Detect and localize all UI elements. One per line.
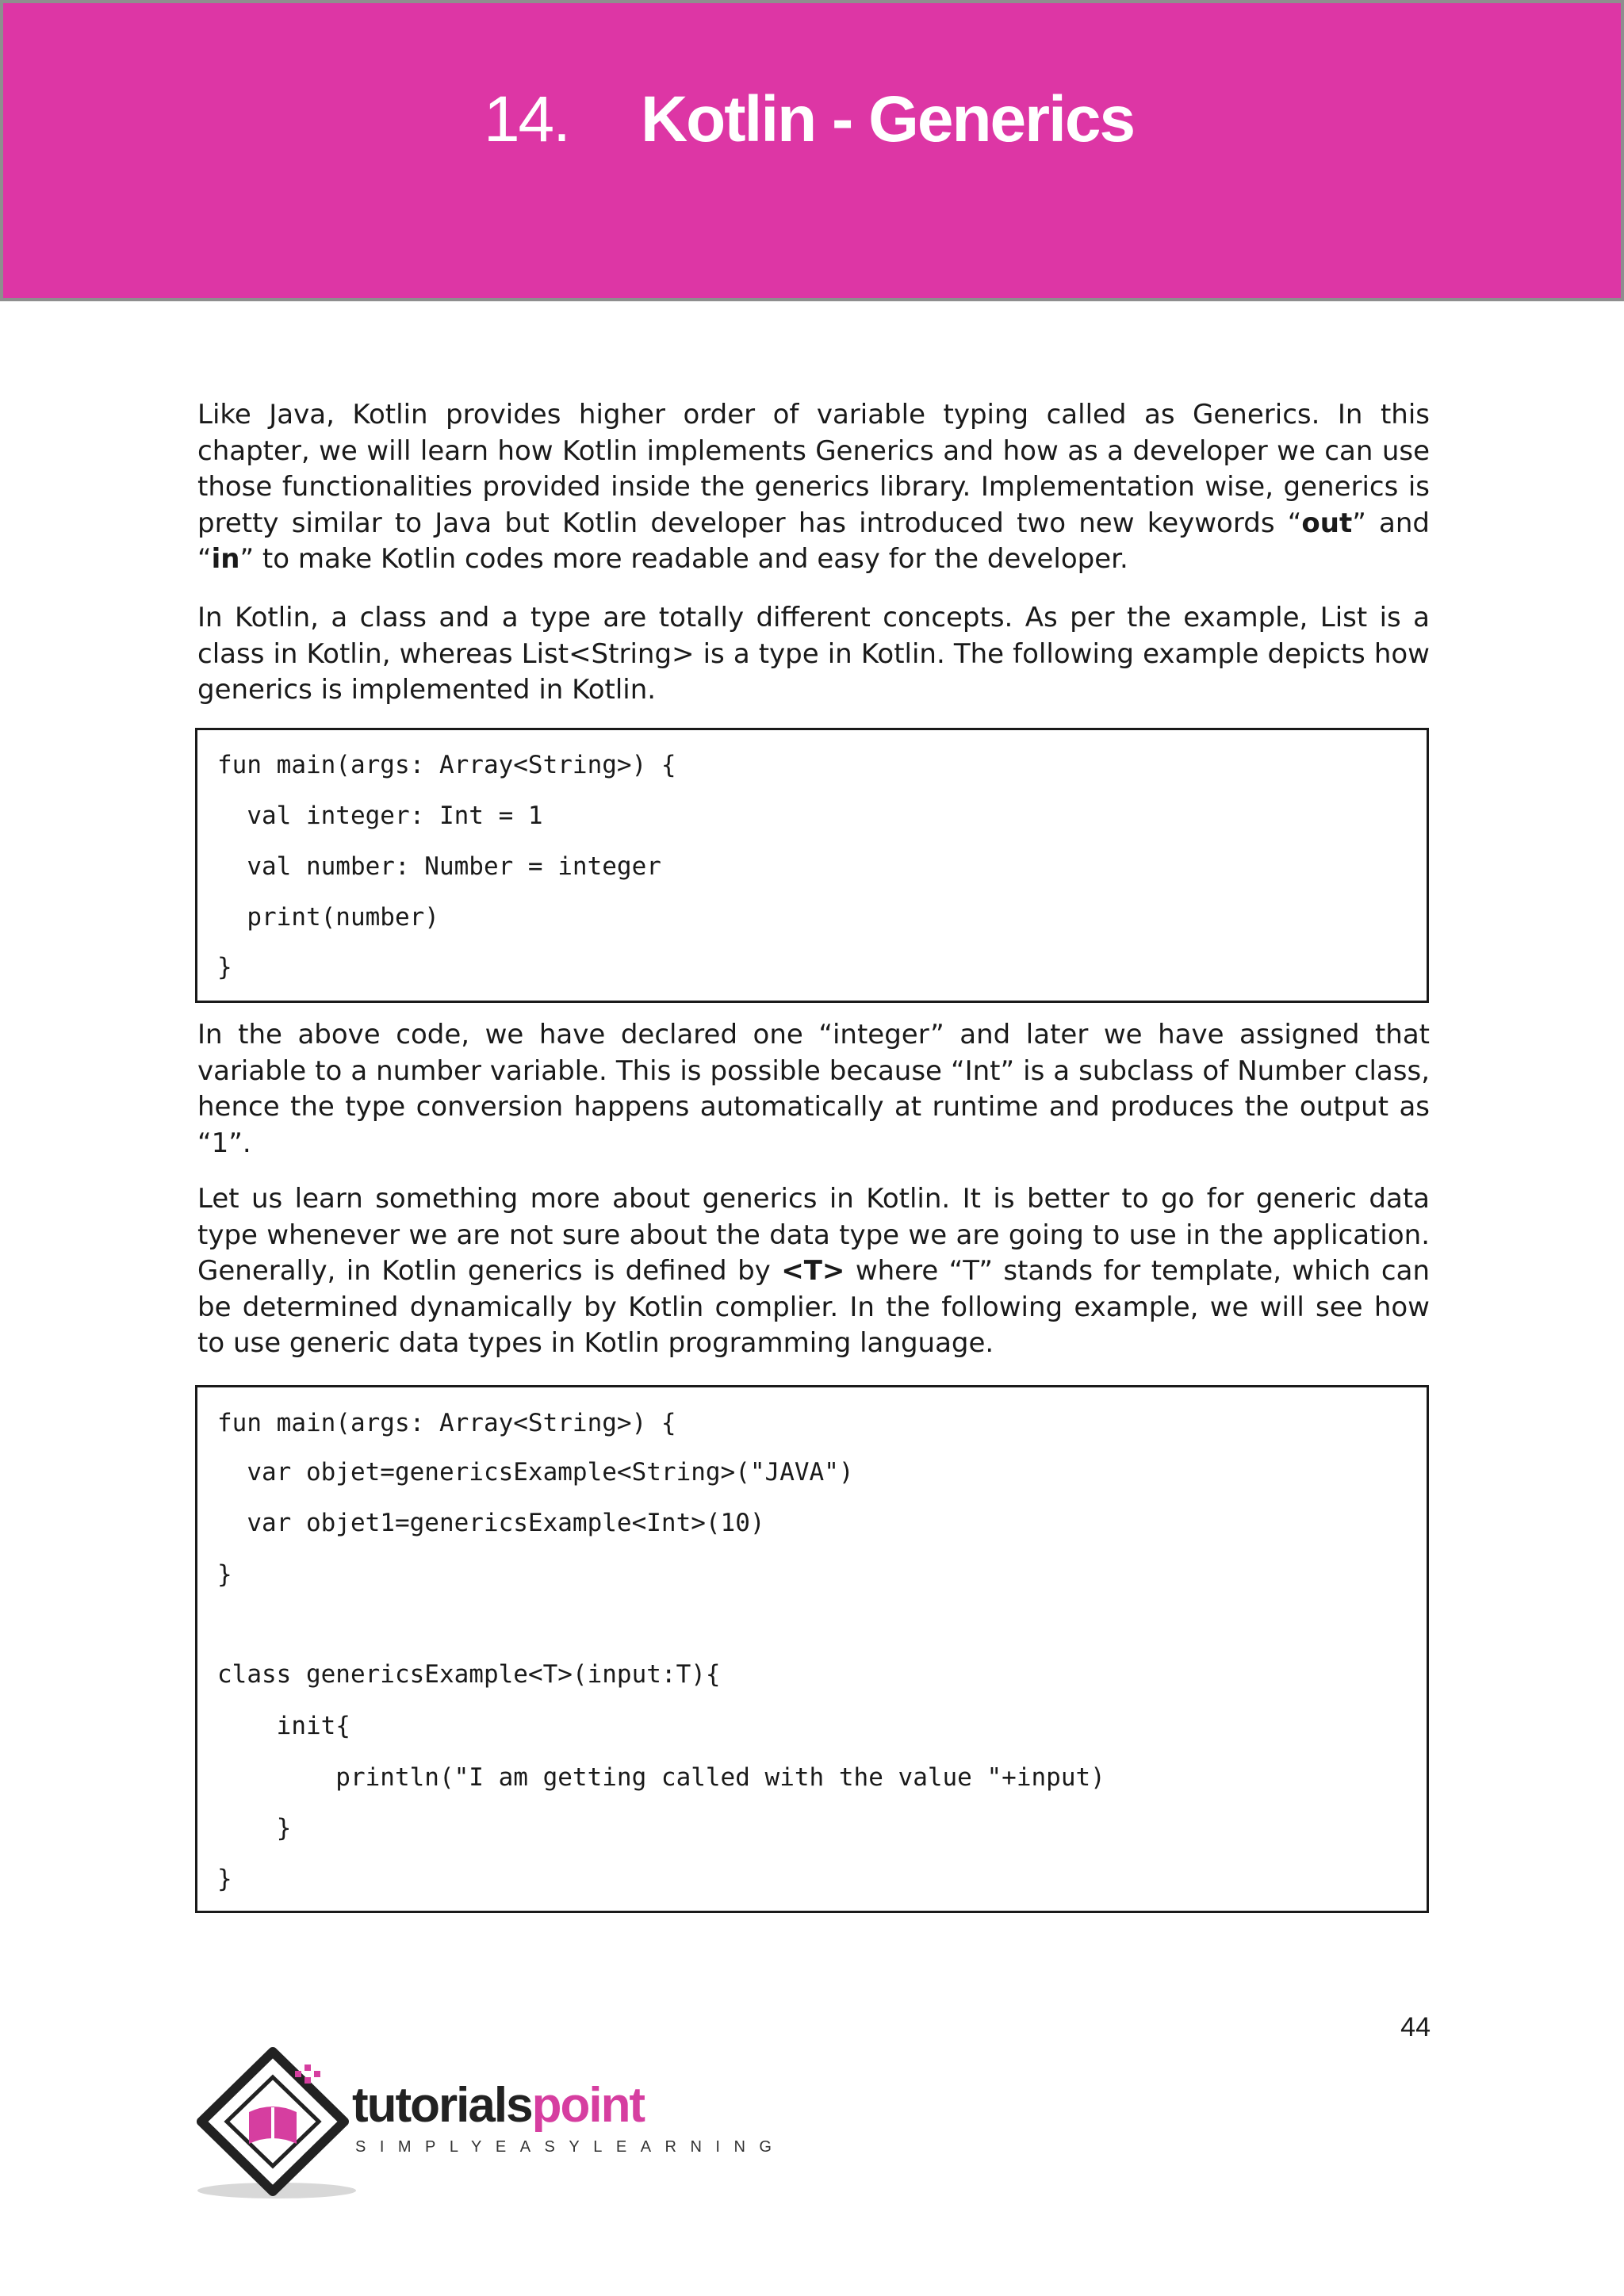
page-number: 44 bbox=[1400, 2012, 1431, 2042]
code-block-number-example bbox=[195, 728, 1429, 1003]
code-line: var objet1=genericsExample<Int>(10) bbox=[217, 1509, 765, 1537]
logo-wordmark bbox=[352, 2078, 645, 2133]
paragraph-code-explanation: In the above code, we have declared one “integer” and later we have assigned that variable to a number variable. This is possible because “Int” is a subclass of Number class, hence the type conversion happens automatically at runtime and produces the output as “1”. bbox=[197, 1019, 1430, 1159]
code-line: init{ bbox=[217, 1712, 350, 1740]
code-line: var objet=genericsExample<String>("JAVA") bbox=[217, 1458, 854, 1487]
paragraph-generics-intro: Let us learn something more about generics in Kotlin. It is better to go for generic data type whenever we are not sure about the data type we are going to use in the application. Generally, in Kotlin generics is defined by <T> where “T” stands for template, which can be determined dynamically by Kotlin complier. In the following example, we will see how to use generic data types in Kotlin programming language. bbox=[197, 1183, 1430, 1359]
paragraph-class-vs-type: In Kotlin, a class and a type are totally different concepts. As per the example, List is a class in Kotlin, whereas List<String> is a type in Kotlin. The following example depicts how generics is implemented in Kotlin. bbox=[197, 602, 1430, 706]
code-line: println("I am getting called with the value "+input) bbox=[217, 1763, 1105, 1792]
paragraph-intro: Like Java, Kotlin provides higher order of variable typing called as Generics. In this chapter, we will learn how Kotlin implements Generics and how as a developer we can use those functionalities provided inside the generics library. Implementation wise, generics is pretty similar to Java but Kotlin developer has introduced two new keywords “out” and “in” to make Kotlin codes more readable and easy for the developer. bbox=[197, 399, 1430, 575]
code-line: } bbox=[217, 1814, 292, 1843]
chapter-number: 14. bbox=[483, 83, 569, 155]
code-line: print(number) bbox=[217, 903, 439, 932]
code-line: } bbox=[217, 953, 232, 982]
chapter-heading bbox=[0, 82, 1618, 157]
code-line: class genericsExample<T>(input:T){ bbox=[217, 1660, 721, 1689]
logo-tagline: SIMPLYEASYLEARNING bbox=[355, 2138, 786, 2156]
logo-wordmark-accent: point bbox=[531, 2078, 645, 2133]
code-line: } bbox=[217, 1865, 232, 1893]
code-line: fun main(args: Array<String>) { bbox=[217, 1409, 676, 1437]
code-line: val integer: Int = 1 bbox=[217, 802, 543, 830]
chapter-title: Kotlin - Generics bbox=[640, 83, 1135, 155]
code-line: val number: Number = integer bbox=[217, 852, 661, 881]
logo-wordmark-dark: tutorials bbox=[352, 2078, 532, 2133]
code-block-generics-example bbox=[195, 1385, 1429, 1913]
code-line: fun main(args: Array<String>) { bbox=[217, 751, 676, 779]
tutorialspoint-logo bbox=[193, 2044, 786, 2202]
code-line: } bbox=[217, 1560, 232, 1589]
